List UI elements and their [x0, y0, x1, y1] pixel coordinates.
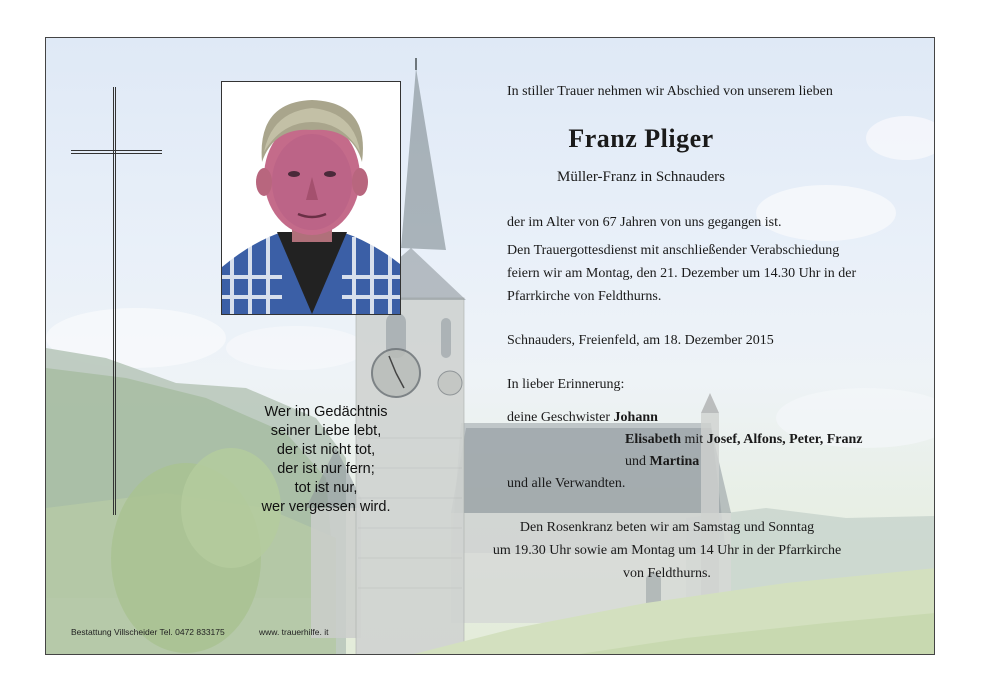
sibling-family-name: Martina [649, 454, 700, 469]
intro-text: In stiller Trauer nehmen wir Abschied von unserem lieben [507, 84, 833, 99]
verse-line: der ist nur fern; [277, 461, 375, 477]
place-date-text: Schnauders, Freienfeld, am 18. Dezember 2015 [507, 333, 774, 348]
age-text: der im Alter von 67 Jahren von uns gegangen ist. [507, 215, 782, 230]
sibling-name: Elisabeth [625, 432, 682, 447]
deceased-nickname: Müller-Franz in Schnauders [557, 169, 725, 185]
und-text: und [625, 454, 646, 469]
relatives-text: und alle Verwandten. [507, 476, 626, 491]
verse-line: seiner Liebe lebt, [270, 423, 382, 439]
sibling-family-names: Josef, Alfons, Peter, Franz [706, 432, 863, 447]
portrait-image [222, 82, 400, 314]
rosary-line-1: Den Rosenkranz beten wir am Samstag und Sonntag [519, 520, 815, 535]
obituary-card [45, 37, 935, 655]
service-line-3: Pfarrkirche von Feldthurns. [507, 289, 662, 304]
verse-line: Wer im Gedächtnis [264, 404, 388, 420]
undertaker-contact: Bestattung Villscheider Tel. 0472 833175 [71, 627, 225, 637]
deceased-name: Franz Pliger [568, 124, 714, 153]
website-link[interactable]: www. trauerhilfe. it [259, 627, 329, 637]
service-line-1: Den Trauergottesdienst mit anschließender Verabschiedung [507, 243, 840, 258]
siblings-prefix: deine Geschwister [507, 410, 611, 425]
siblings-line-2 [625, 429, 862, 451]
portrait-photo [221, 81, 401, 315]
mit-text: mit [684, 432, 704, 447]
cross-icon-bar [71, 150, 162, 154]
siblings-line-1 [507, 407, 658, 429]
rosary-line-2: um 19.30 Uhr sowie am Montag um 14 Uhr in der Pfarrkirche [492, 543, 842, 558]
remembrance-heading: In lieber Erinnerung: [507, 377, 625, 392]
memorial-verse [216, 403, 436, 517]
verse-line: der ist nicht tot, [276, 442, 376, 458]
rosary-line-3: von Feldthurns. [623, 566, 711, 581]
verse-line: wer vergessen wird. [261, 499, 391, 515]
sibling-name: Johann [613, 410, 658, 425]
verse-line: tot ist nur, [294, 480, 358, 496]
service-line-2: feiern wir am Montag, den 21. Dezember um 14.30 Uhr in der [507, 266, 857, 281]
siblings-line-3 [625, 451, 699, 473]
